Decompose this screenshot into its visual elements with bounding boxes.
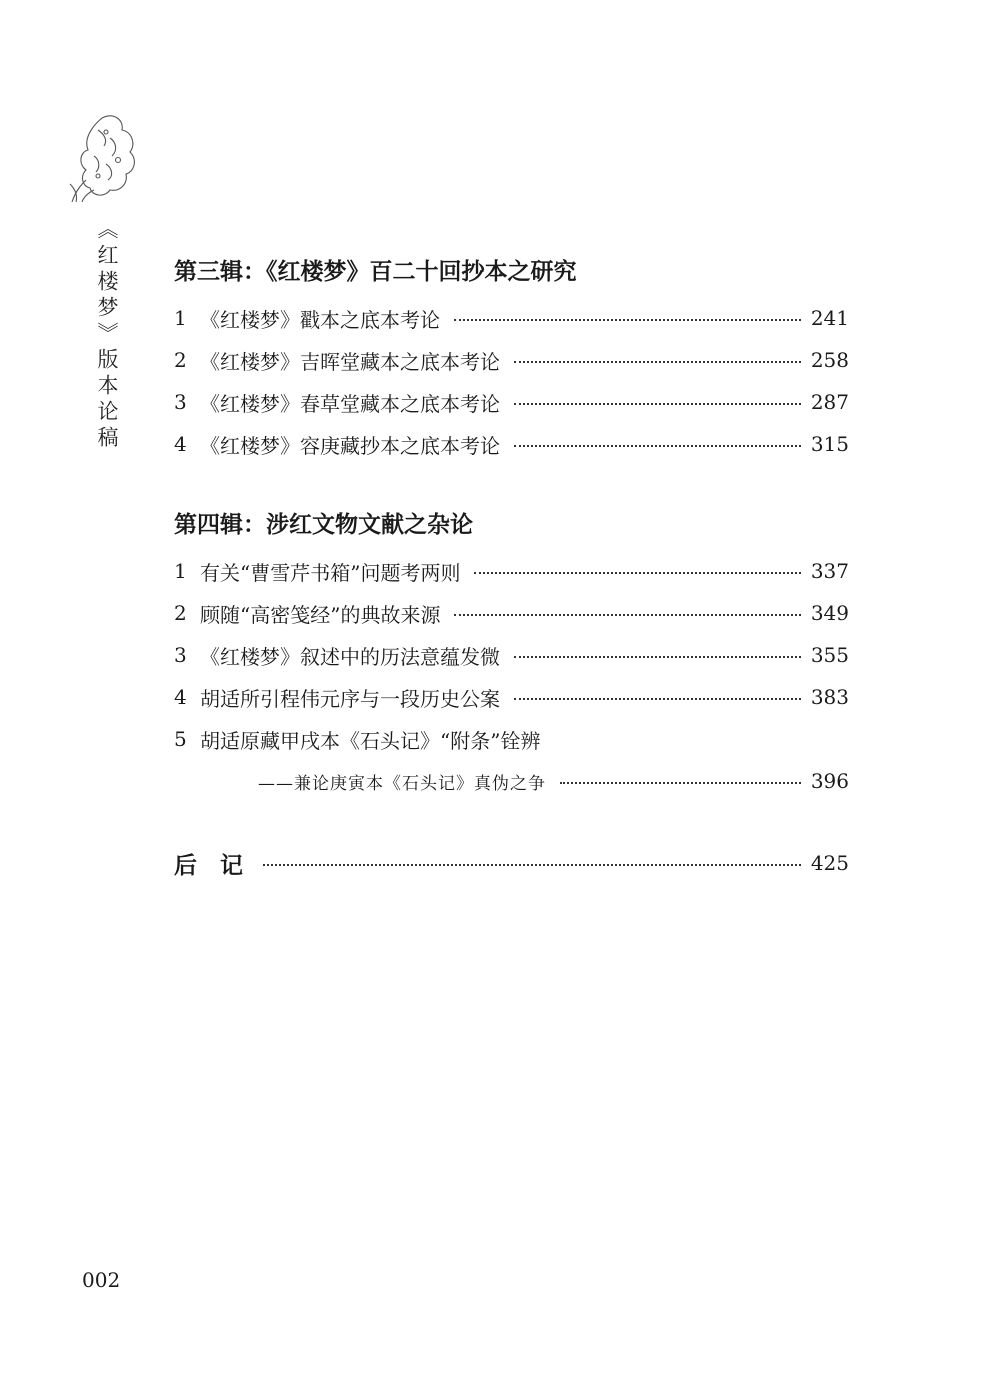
entry-number: 4 bbox=[174, 685, 187, 709]
dot-leader bbox=[560, 782, 801, 784]
vertical-book-title: 《红楼梦》版本论稿 bbox=[95, 218, 119, 452]
dot-leader bbox=[514, 656, 801, 658]
entry-page: 355 bbox=[810, 643, 849, 667]
entry-page: 241 bbox=[810, 306, 849, 330]
dot-leader bbox=[454, 614, 800, 616]
toc-entry bbox=[174, 676, 849, 718]
toc-section-4 bbox=[174, 508, 849, 802]
toc-entry bbox=[174, 592, 849, 634]
entry-page: 315 bbox=[810, 432, 849, 456]
scholar-rock-icon bbox=[62, 110, 146, 206]
entry-number: 2 bbox=[174, 348, 187, 372]
dot-leader bbox=[514, 698, 801, 700]
entry-page: 349 bbox=[810, 601, 849, 625]
entry-title: 《红楼梦》叙述中的历法意蕴发微 bbox=[200, 644, 500, 669]
entry-title: 《红楼梦》春草堂藏本之底本考论 bbox=[200, 391, 500, 416]
entry-title: 《红楼梦》戳本之底本考论 bbox=[200, 307, 440, 332]
dot-leader bbox=[514, 403, 801, 405]
afterword-title: 后 记 bbox=[174, 851, 243, 879]
entry-number: 4 bbox=[174, 432, 187, 456]
entry-number: 1 bbox=[174, 306, 187, 330]
entry-number: 3 bbox=[174, 643, 187, 667]
entry-title: 胡适所引程伟元序与一段历史公案 bbox=[200, 686, 500, 711]
entry-title: 有关“曹雪芹书箱”问题考两则 bbox=[200, 560, 461, 585]
entry-page: 258 bbox=[810, 348, 849, 372]
toc-entry bbox=[174, 297, 849, 339]
toc-section-3 bbox=[174, 255, 849, 465]
entry-page: 287 bbox=[810, 390, 849, 414]
entry-title: 《红楼梦》吉晖堂藏本之底本考论 bbox=[200, 349, 500, 374]
entry-title: 《红楼梦》容庚藏抄本之底本考论 bbox=[200, 433, 500, 458]
toc-subentry bbox=[174, 760, 849, 802]
entry-page: 383 bbox=[810, 685, 849, 709]
page-folio: 002 bbox=[82, 1268, 121, 1292]
toc-afterword bbox=[174, 843, 849, 883]
entry-number: 3 bbox=[174, 390, 187, 414]
entry-title: 胡适原藏甲戌本《石头记》“附条”铨辨 bbox=[200, 728, 541, 753]
entry-number: 2 bbox=[174, 601, 187, 625]
toc-entry bbox=[174, 423, 849, 465]
entry-subtitle: ——兼论庚寅本《石头记》真伪之争 bbox=[258, 773, 546, 794]
toc-entry bbox=[174, 381, 849, 423]
toc-entry bbox=[174, 339, 849, 381]
toc-entry bbox=[174, 634, 849, 676]
dot-leader bbox=[263, 864, 801, 866]
entry-number: 5 bbox=[174, 727, 187, 751]
entry-number: 1 bbox=[174, 559, 187, 583]
afterword-entry bbox=[174, 843, 849, 883]
dot-leader bbox=[514, 361, 801, 363]
toc-entry bbox=[174, 550, 849, 592]
dot-leader bbox=[454, 319, 801, 321]
afterword-page: 425 bbox=[810, 851, 849, 875]
dot-leader bbox=[514, 445, 801, 447]
entry-page: 337 bbox=[810, 559, 849, 583]
section-title: 第四辑：涉红文物文献之杂论 bbox=[174, 511, 473, 538]
entry-title: 顾随“高密笺经”的典故来源 bbox=[200, 602, 441, 627]
section-title: 第三辑：《红楼梦》百二十回抄本之研究 bbox=[174, 258, 577, 285]
toc-entry bbox=[174, 718, 849, 760]
entry-page: 396 bbox=[810, 769, 849, 793]
dot-leader bbox=[474, 572, 800, 574]
